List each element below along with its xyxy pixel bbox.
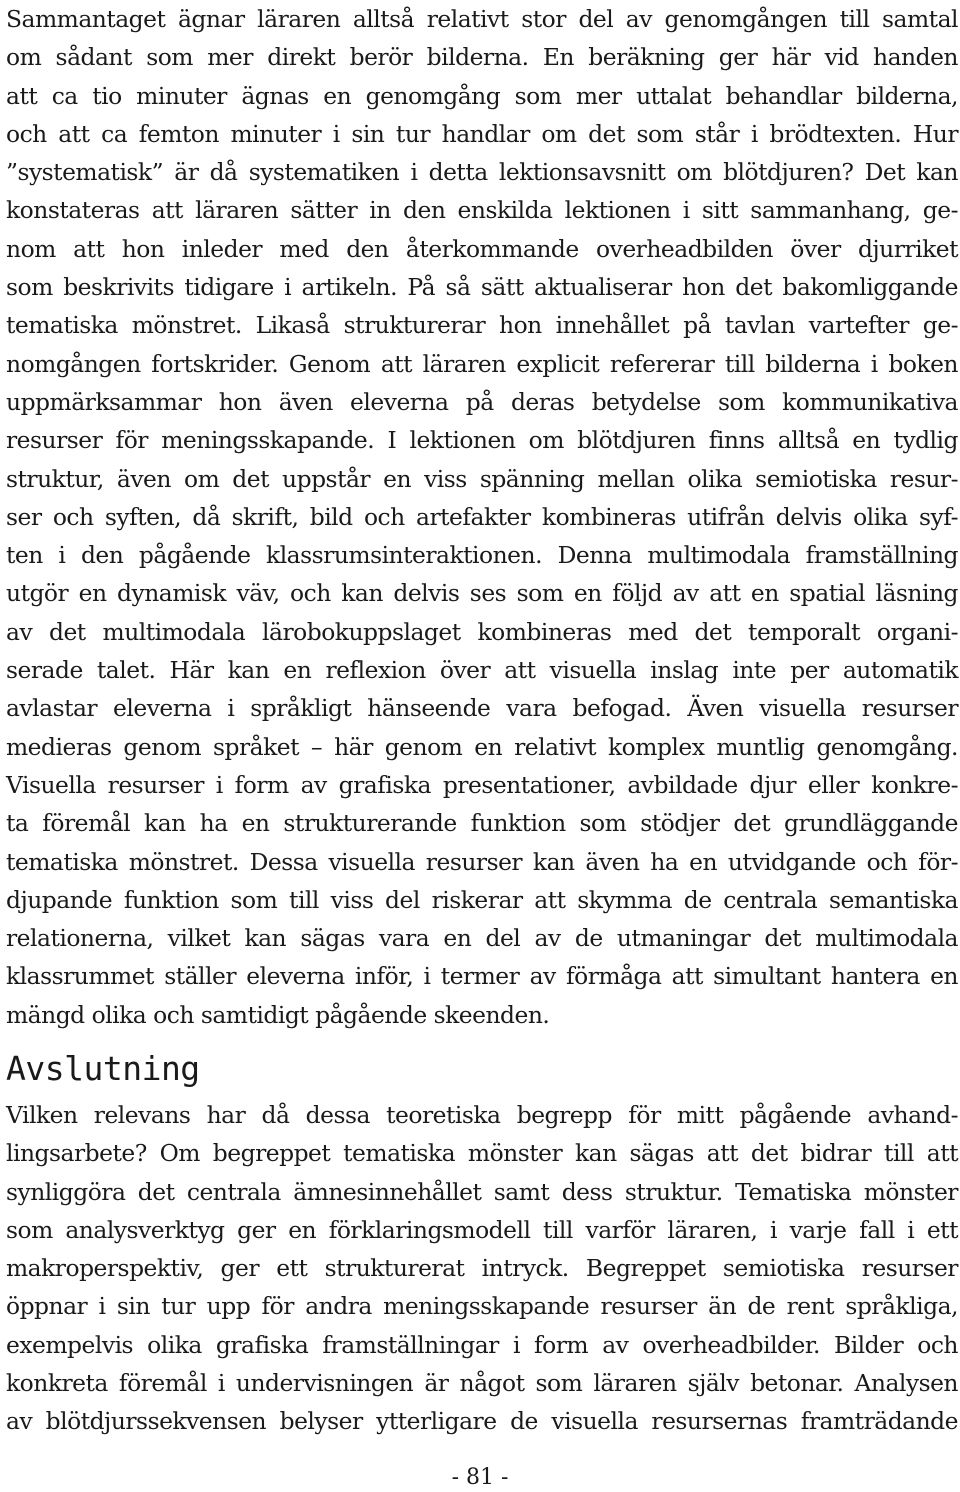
text-line: ten i den pågående klassrumsinteraktionen. Denna multimodala framställning: [6, 541, 958, 570]
text-line: Sammantaget ägnar läraren alltså relativt stor del av genomgången till samtal: [6, 5, 958, 33]
text-line: serade talet. Här kan en reflexion över att visuella inslag inte per automatik: [6, 656, 958, 685]
conclusion-paragraph: [6, 1096, 958, 1441]
text-line: ser och syften, då skrift, bild och artefakter kombineras utifrån delvis olika syf-: [6, 502, 958, 531]
text-line: Visuella resurser i form av grafiska presentationer, avbildade djur eller konkre-: [6, 770, 958, 799]
section-heading: Avslutning: [6, 1049, 200, 1088]
text-line: utgör en dynamisk väv, och kan delvis ses som en följd av att en spatial läsning: [6, 579, 958, 608]
text-line: av blötdjurssekvensen belyser ytterligare de visuella resursernas framträdande: [6, 1407, 958, 1436]
text-line: tematiska mönstret. Likaså strukturerar hon innehållet på tavlan vartefter ge-: [6, 311, 958, 340]
text-line: nom att hon inleder med den återkommande overheadbilden över djurriket: [6, 234, 958, 263]
text-line: exempelvis olika grafiska framställningar i form av overheadbilder. Bilder och: [6, 1330, 958, 1359]
text-line: tematiska mönstret. Dessa visuella resurser kan även ha en utvidgande och för-: [6, 847, 958, 876]
text-line: djupande funktion som till viss del riskerar att skymma de centrala semantiska: [6, 885, 958, 914]
text-line: konkreta föremål i undervisningen är något som läraren själv betonar. Analysen: [6, 1369, 958, 1398]
text-line: relationerna, vilket kan sägas vara en del av de utmaningar det multimodala: [6, 924, 958, 953]
text-line: resurser för meningsskapande. I lektionen om blötdjuren finns alltså en tydlig: [6, 426, 958, 455]
text-line: som analysverktyg ger en förklaringsmodell till varför läraren, i varje fall i ett: [6, 1215, 958, 1244]
text-line: klassrummet ställer eleverna inför, i termer av förmåga att simultant hantera en: [6, 962, 958, 991]
text-line: ”systematisk” är då systematiken i detta lektionsavsnitt om blötdjuren? Det kan: [6, 158, 958, 187]
text-line: om sådant som mer direkt berör bilderna. En beräkning ger här vid handen: [6, 43, 958, 72]
text-line: lingsarbete? Om begreppet tematiska mönster kan sägas att det bidrar till att: [6, 1139, 958, 1168]
text-line: struktur, även om det uppstår en viss spänning mellan olika semiotiska resur-: [6, 464, 958, 493]
text-line: öppnar i sin tur upp för andra meningsskapande resurser än de rent språkliga,: [6, 1292, 958, 1321]
text-line: uppmärksammar hon även eleverna på deras betydelse som kommunikativa: [6, 387, 958, 416]
page-number: - 81 -: [451, 1465, 509, 1490]
text-line: att ca tio minuter ägnas en genomgång som mer uttalat behandlar bilderna,: [6, 81, 958, 110]
text-line: makroperspektiv, ger ett strukturerat intryck. Begreppet semiotiska resurser: [6, 1254, 958, 1283]
text-line: Vilken relevans har då dessa teoretiska begrepp för mitt pågående avhand-: [6, 1101, 958, 1129]
body-paragraph: [6, 0, 958, 1034]
text-line: synliggöra det centrala ämnesinnehållet samt dess struktur. Tematiska mönster: [6, 1177, 958, 1206]
text-line-last: mängd olika och samtidigt pågående skeenden.: [6, 1000, 550, 1029]
text-line: nomgången fortskrider. Genom att läraren explicit refererar till bilderna i boken: [6, 349, 958, 378]
text-line: konstateras att läraren sätter in den enskilda lektionen i sitt sammanhang, ge-: [6, 196, 958, 225]
text-line: avlastar eleverna i språkligt hänseende vara befogad. Även visuella resurser: [6, 694, 958, 723]
text-line: som beskrivits tidigare i artikeln. På så sätt aktualiserar hon det bakomliggande: [6, 273, 958, 302]
text-line: medieras genom språket – här genom en relativt komplex muntlig genomgång.: [6, 732, 958, 761]
text-line: ta föremål kan ha en strukturerande funktion som stödjer det grundläggande: [6, 809, 958, 838]
text-line: och att ca femton minuter i sin tur handlar om det som står i brödtexten. Hur: [6, 119, 958, 148]
text-line: av det multimodala lärobokuppslaget kombineras med det temporalt organi-: [6, 617, 958, 646]
